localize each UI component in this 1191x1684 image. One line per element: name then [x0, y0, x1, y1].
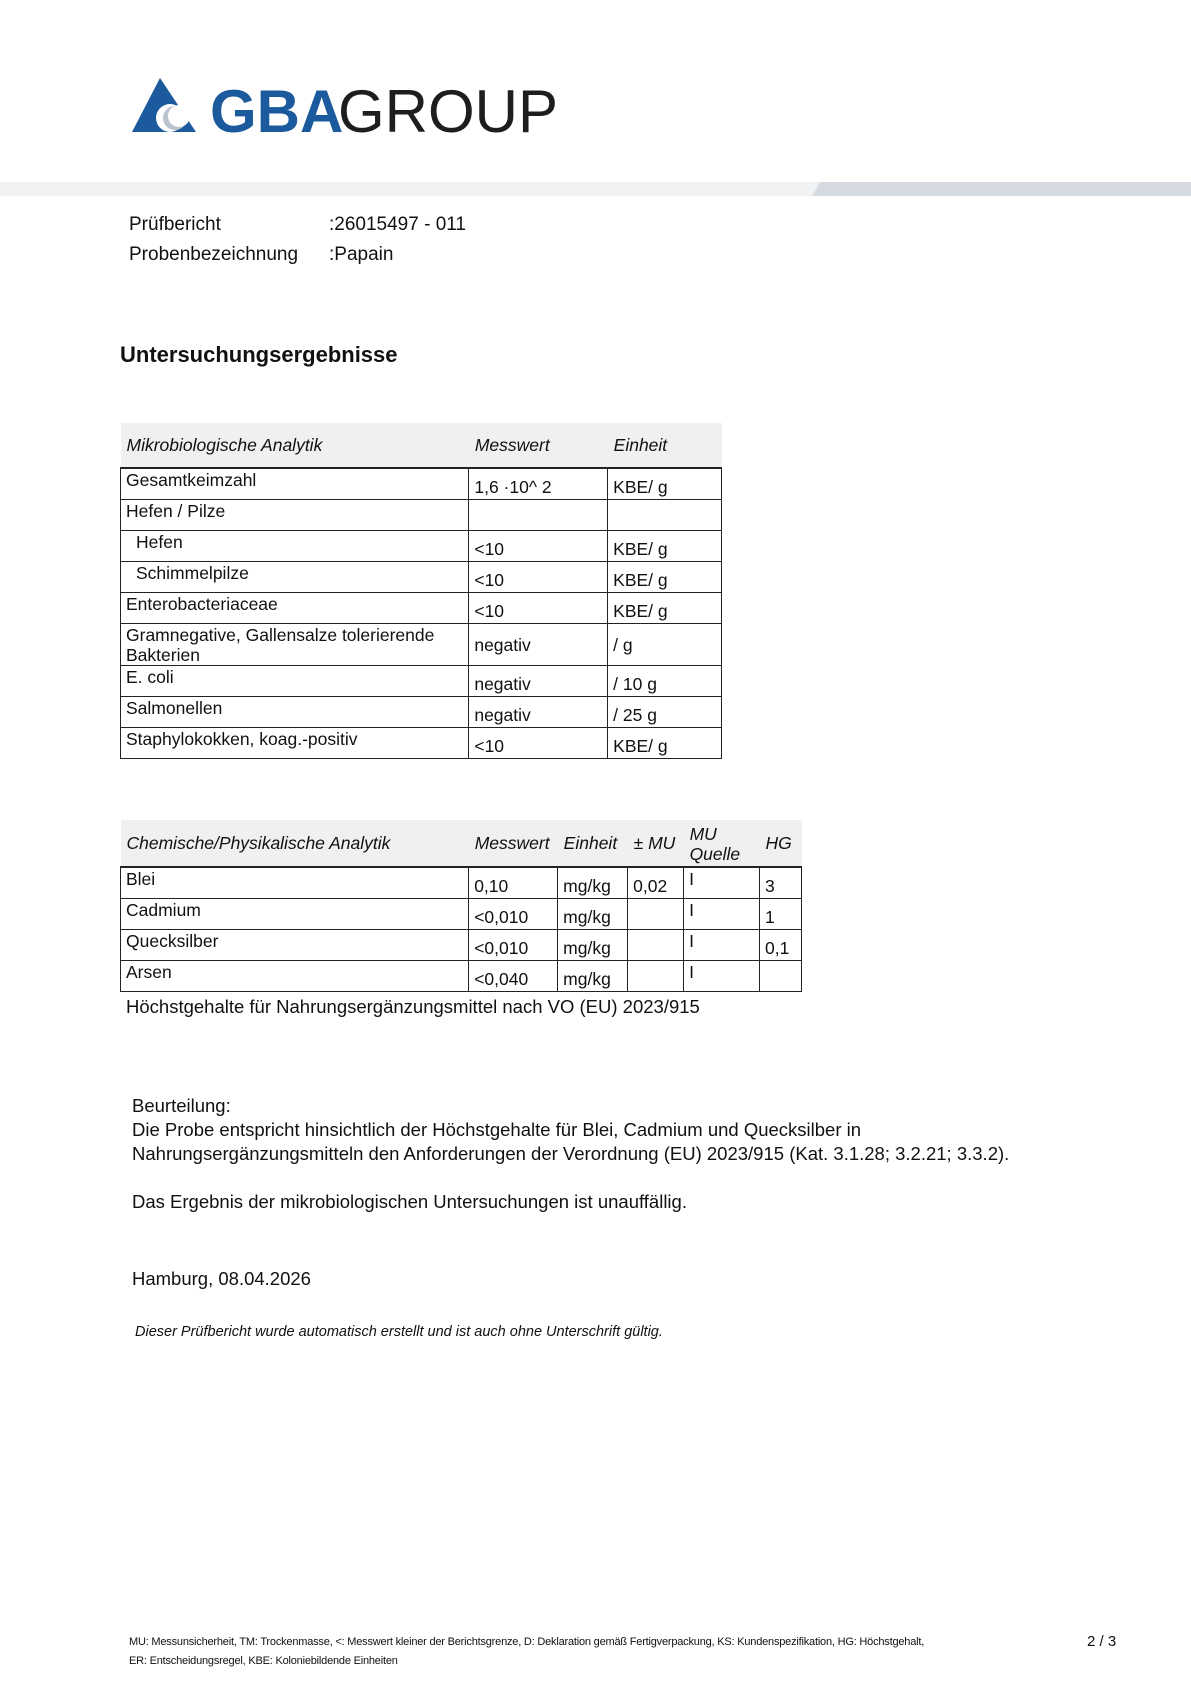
- column-header: Mikrobiologische Analytik: [121, 423, 469, 468]
- table-row: [121, 468, 722, 500]
- unit: mg/kg: [558, 899, 628, 930]
- measured-value: <10: [469, 728, 608, 759]
- measurement-uncertainty: [628, 930, 684, 961]
- max-level: 0,1: [759, 930, 801, 961]
- max-level: [759, 961, 801, 992]
- logo-text-bold: GBA: [210, 78, 344, 144]
- measurement-uncertainty: [628, 899, 684, 930]
- table-row: [121, 500, 722, 531]
- table-row: [121, 531, 722, 562]
- measurement-uncertainty: [628, 961, 684, 992]
- assessment-block: [132, 1094, 1132, 1214]
- max-levels-note: Höchstgehalte für Nahrungsergänzungsmittel nach VO (EU) 2023/915: [126, 996, 700, 1017]
- unit: [608, 500, 722, 531]
- report-number-row: [129, 214, 466, 236]
- analyte-name: Cadmium: [121, 899, 469, 930]
- report-number-value: :26015497 - 011: [329, 214, 466, 235]
- logo-text-light: GROUP: [338, 78, 559, 144]
- analyte-name: Enterobacteriaceae: [121, 593, 469, 624]
- unit: KBE/ g: [608, 728, 722, 759]
- mu-source: I: [684, 899, 760, 930]
- sample-name-label: Probenbezeichnung: [129, 244, 299, 265]
- unit: / g: [608, 624, 722, 666]
- table-row: [121, 899, 802, 930]
- measured-value: [469, 500, 608, 531]
- place-and-date: Hamburg, 08.04.2026: [132, 1268, 311, 1289]
- column-header: Einheit: [558, 820, 628, 867]
- measured-value: 1,6 ·10^ 2: [469, 468, 608, 500]
- unit: / 10 g: [608, 666, 722, 697]
- analyte-name: Arsen: [121, 961, 469, 992]
- measured-value: 0,10: [469, 867, 558, 899]
- chemistry-table: [120, 820, 802, 992]
- analyte-name: Staphylokokken, koag.-positiv: [121, 728, 469, 759]
- table-row: [121, 666, 722, 697]
- mu-source: I: [684, 930, 760, 961]
- table-header-row: [121, 423, 722, 468]
- analyte-name: Blei: [121, 867, 469, 899]
- assessment-heading: Beurteilung:: [132, 1095, 231, 1116]
- analyte-name: Hefen / Pilze: [121, 500, 469, 531]
- column-header: Messwert: [469, 820, 558, 867]
- measured-value: <10: [469, 562, 608, 593]
- unit: KBE/ g: [608, 562, 722, 593]
- analyte-name: Gesamtkeimzahl: [121, 468, 469, 500]
- table-header-row: [121, 820, 802, 867]
- table-row: [121, 930, 802, 961]
- unit: mg/kg: [558, 867, 628, 899]
- measured-value: <10: [469, 593, 608, 624]
- gba-triangle-logo-icon: [130, 74, 560, 144]
- measured-value: <0,010: [469, 899, 558, 930]
- measured-value: negativ: [469, 666, 608, 697]
- report-number-label: Prüfbericht: [129, 214, 221, 235]
- unit: mg/kg: [558, 961, 628, 992]
- measured-value: <10: [469, 531, 608, 562]
- column-header: Chemische/Physikalische Analytik: [121, 820, 469, 867]
- unit: KBE/ g: [608, 531, 722, 562]
- measured-value: <0,040: [469, 961, 558, 992]
- unit: / 25 g: [608, 697, 722, 728]
- mu-source: I: [684, 961, 760, 992]
- max-level: 1: [759, 899, 801, 930]
- assessment-text: Nahrungsergänzungsmitteln den Anforderungen der Verordnung (EU) 2023/915 (Kat. 3.1.28; 3.2.21; 3.3.2).: [132, 1143, 1010, 1164]
- analyte-name: Quecksilber: [121, 930, 469, 961]
- table-row: [121, 562, 722, 593]
- microbiology-table: [120, 423, 722, 759]
- footer-legend-line: MU: Messunsicherheit, TM: Trockenmasse, <: Messwert kleiner der Berichtsgrenze, D: Deklaration gemäß Fertigverpackung, KS: Kundenspezifikation, HG: Höchstgehalt,: [129, 1636, 925, 1648]
- footer-legend-line: ER: Entscheidungsregel, KBE: Koloniebildende Einheiten: [129, 1655, 398, 1667]
- column-header: Messwert: [469, 423, 608, 468]
- column-header: Einheit: [608, 423, 722, 468]
- column-header: ± MU: [628, 820, 684, 867]
- measured-value: <0,010: [469, 930, 558, 961]
- unit: KBE/ g: [608, 593, 722, 624]
- column-header: HG: [759, 820, 801, 867]
- analyte-name: E. coli: [121, 666, 469, 697]
- analyte-name: Schimmelpilze: [121, 562, 469, 593]
- sample-name-value: :Papain: [329, 244, 394, 265]
- auto-generated-note: Dieser Prüfbericht wurde automatisch erstellt und ist auch ohne Unterschrift gültig.: [135, 1324, 663, 1340]
- table-row: [121, 624, 722, 666]
- assessment-text: Das Ergebnis der mikrobiologischen Untersuchungen ist unauffällig.: [132, 1191, 687, 1212]
- table-row: [121, 728, 722, 759]
- table-row: [121, 697, 722, 728]
- header-rule: [0, 182, 1191, 196]
- mu-source: I: [684, 867, 760, 899]
- unit: mg/kg: [558, 930, 628, 961]
- footer-legend: [129, 1633, 1009, 1671]
- measured-value: negativ: [469, 697, 608, 728]
- measured-value: negativ: [469, 624, 608, 666]
- unit: KBE/ g: [608, 468, 722, 500]
- section-title: Untersuchungsergebnisse: [120, 342, 398, 367]
- assessment-text: Die Probe entspricht hinsichtlich der Höchstgehalte für Blei, Cadmium und Quecksilber in: [132, 1119, 862, 1140]
- page-number: 2 / 3: [1087, 1633, 1117, 1650]
- table-row: [121, 593, 722, 624]
- analyte-name: Salmonellen: [121, 697, 469, 728]
- table-row: [121, 961, 802, 992]
- company-logo: [130, 74, 560, 144]
- analyte-name: Hefen: [121, 531, 469, 562]
- sample-name-row: [129, 244, 393, 266]
- table-row: [121, 867, 802, 899]
- max-level: 3: [759, 867, 801, 899]
- analyte-name: Gramnegative, Gallensalze tolerierende Bakterien: [121, 624, 469, 666]
- column-header: MU Quelle: [684, 820, 760, 867]
- measurement-uncertainty: 0,02: [628, 867, 684, 899]
